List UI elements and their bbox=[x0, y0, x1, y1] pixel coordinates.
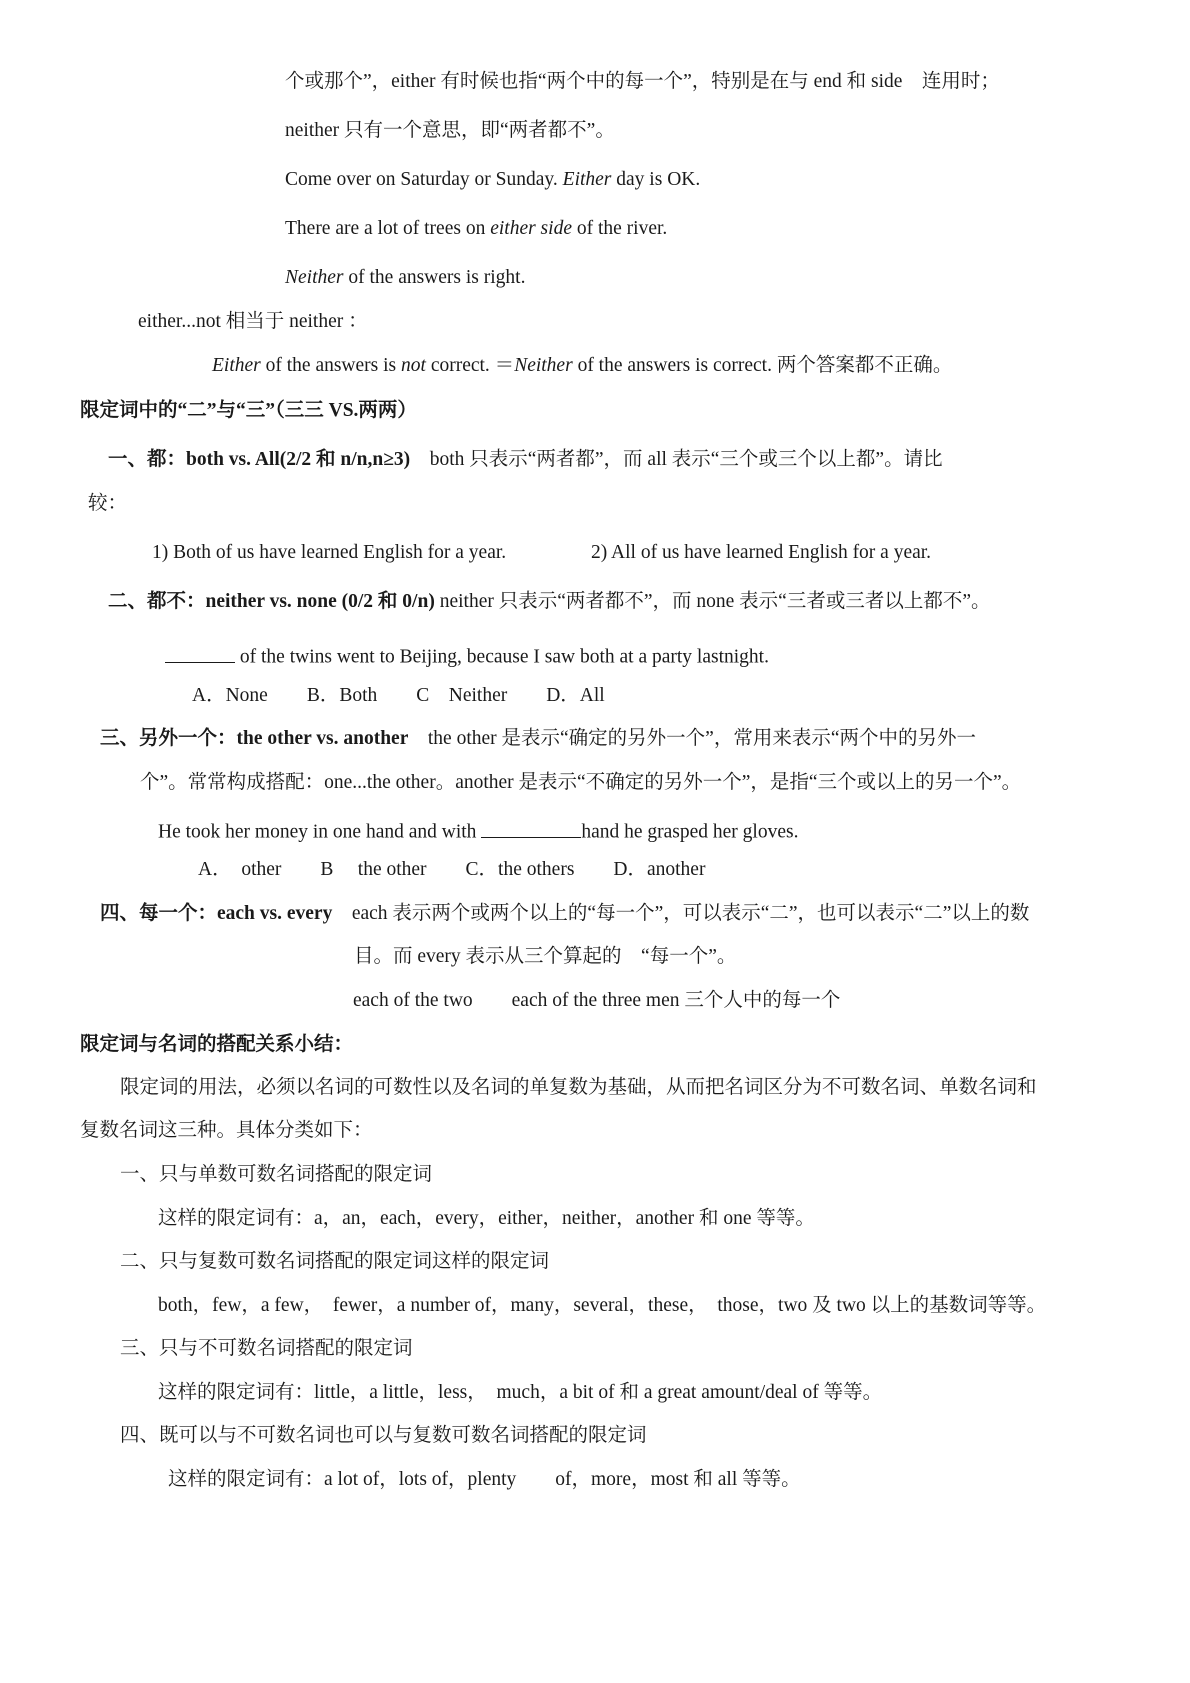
subheading: 二、都不：neither vs. none (0/2 和 0/n) bbox=[108, 591, 435, 612]
text-line bbox=[100, 729, 976, 749]
text-span: of the twins went to Beijing, because I saw both at a party lastnight. bbox=[235, 646, 769, 668]
answer-options: A．None B．Both C Neither D．All bbox=[192, 685, 605, 706]
answer-blank bbox=[481, 817, 581, 838]
text-span: both 只表示“两者都”，而 all 表示“三个或三个以上都”。请比 bbox=[410, 449, 943, 470]
text-line bbox=[108, 592, 991, 612]
text-line: 个或那个”，either 有时候也指“两个中的每一个”，特别是在与 end 和 side 连用时； bbox=[285, 71, 1000, 92]
text-line: neither 只有一个意思，即“两者都不”。 bbox=[285, 120, 615, 141]
example-sentence: 1) Both of us have learned English for a year. bbox=[152, 542, 507, 563]
text-span: the other 是表示“确定的另外一个”，常用来表示“两个中的另外一 bbox=[408, 728, 976, 749]
answer-blank bbox=[165, 642, 235, 663]
example-sentence bbox=[212, 356, 952, 376]
question bbox=[165, 642, 769, 667]
list-item-heading: 四、既可以与不可数名词也可以与复数可数名词搭配的限定词 bbox=[120, 1425, 647, 1446]
italic-span: Either bbox=[212, 355, 261, 376]
subheading: 三、另外一个：the other vs. another bbox=[100, 728, 409, 749]
text-span: each 表示两个或两个以上的“每一个”，可以表示“二”，也可以表示“二”以上的数 bbox=[332, 903, 1030, 924]
list-item-heading: 二、只与复数可数名词搭配的限定词这样的限定词 bbox=[120, 1251, 550, 1272]
text-line bbox=[100, 904, 1029, 924]
italic-span: Neither bbox=[285, 267, 344, 288]
italic-span: not bbox=[401, 355, 426, 376]
list-item-detail: 这样的限定词有：little，a little，less， much，a bit of 和 a great amount/deal of 等等。 bbox=[158, 1382, 883, 1403]
paragraph-line: 限定词的用法，必须以名词的可数性以及名词的单复数为基础，从而把名词区分为不可数名词、单数名词和 bbox=[120, 1077, 1037, 1098]
list-item-detail: both，few，a few， fewer，a number of，many，several，these， those，two 及 two 以上的基数词等等。 bbox=[158, 1295, 1047, 1316]
example-sentence bbox=[285, 170, 700, 190]
text-span: neither 只表示“两者都不”，而 none 表示“三者或三者以上都不”。 bbox=[434, 591, 991, 612]
text-span: day is OK. bbox=[611, 169, 701, 190]
text-span: of the answers is right. bbox=[343, 267, 526, 288]
section-heading: 限定词与名词的搭配关系小结： bbox=[80, 1034, 354, 1055]
text-line: 目。而 every 表示从三个算起的 “每一个”。 bbox=[354, 946, 737, 967]
subheading: 一、都：both vs. All(2/2 和 n/n,n≥3) bbox=[108, 449, 411, 470]
text-span: of the answers is bbox=[260, 355, 402, 376]
list-item-heading: 三、只与不可数名词搭配的限定词 bbox=[120, 1338, 413, 1359]
text-span: There are a lot of trees on bbox=[285, 218, 491, 239]
text-span: of the river. bbox=[571, 218, 668, 239]
list-item-detail: 这样的限定词有：a lot of，lots of，plenty of，more，most 和 all 等等。 bbox=[168, 1469, 801, 1490]
question bbox=[158, 817, 798, 842]
list-item-detail: 这样的限定词有：a，an，each，every，either，neither，another 和 one 等等。 bbox=[158, 1208, 815, 1229]
text-line: 较： bbox=[88, 493, 128, 514]
text-span: He took her money in one hand and with bbox=[158, 821, 482, 843]
subheading: 四、每一个：each vs. every bbox=[100, 903, 333, 924]
answer-options: A． other B the other C．the others D．another bbox=[198, 859, 706, 880]
example-sentence: 2) All of us have learned English for a year. bbox=[591, 542, 932, 563]
text-span: of the answers is correct. 两个答案都不正确。 bbox=[572, 355, 953, 376]
text-line bbox=[108, 450, 943, 470]
italic-span: either side bbox=[490, 218, 572, 239]
section-heading: 限定词中的“二”与“三”（三三 VS.两两） bbox=[80, 400, 417, 421]
text-line: either...not 相当于 neither ： bbox=[138, 311, 368, 332]
paragraph-line: 复数名词这三种。具体分类如下： bbox=[80, 1120, 373, 1141]
example-sentence: each of the two each of the three men 三个人中的每一个 bbox=[353, 990, 841, 1011]
example-sentence bbox=[285, 219, 667, 239]
text-line: 个”。常常构成搭配：one...the other。another 是表示“不确定的另外一个”，是指“三个或以上的另一个”。 bbox=[140, 772, 1022, 793]
italic-span: Either bbox=[562, 169, 612, 190]
text-span: correct. ＝ bbox=[425, 355, 515, 376]
text-span: hand he grasped her gloves. bbox=[581, 821, 799, 843]
text-span: Come over on Saturday or Sunday. bbox=[285, 169, 563, 190]
example-sentence bbox=[285, 268, 525, 288]
list-item-heading: 一、只与单数可数名词搭配的限定词 bbox=[120, 1164, 433, 1185]
italic-span: Neither bbox=[514, 355, 573, 376]
